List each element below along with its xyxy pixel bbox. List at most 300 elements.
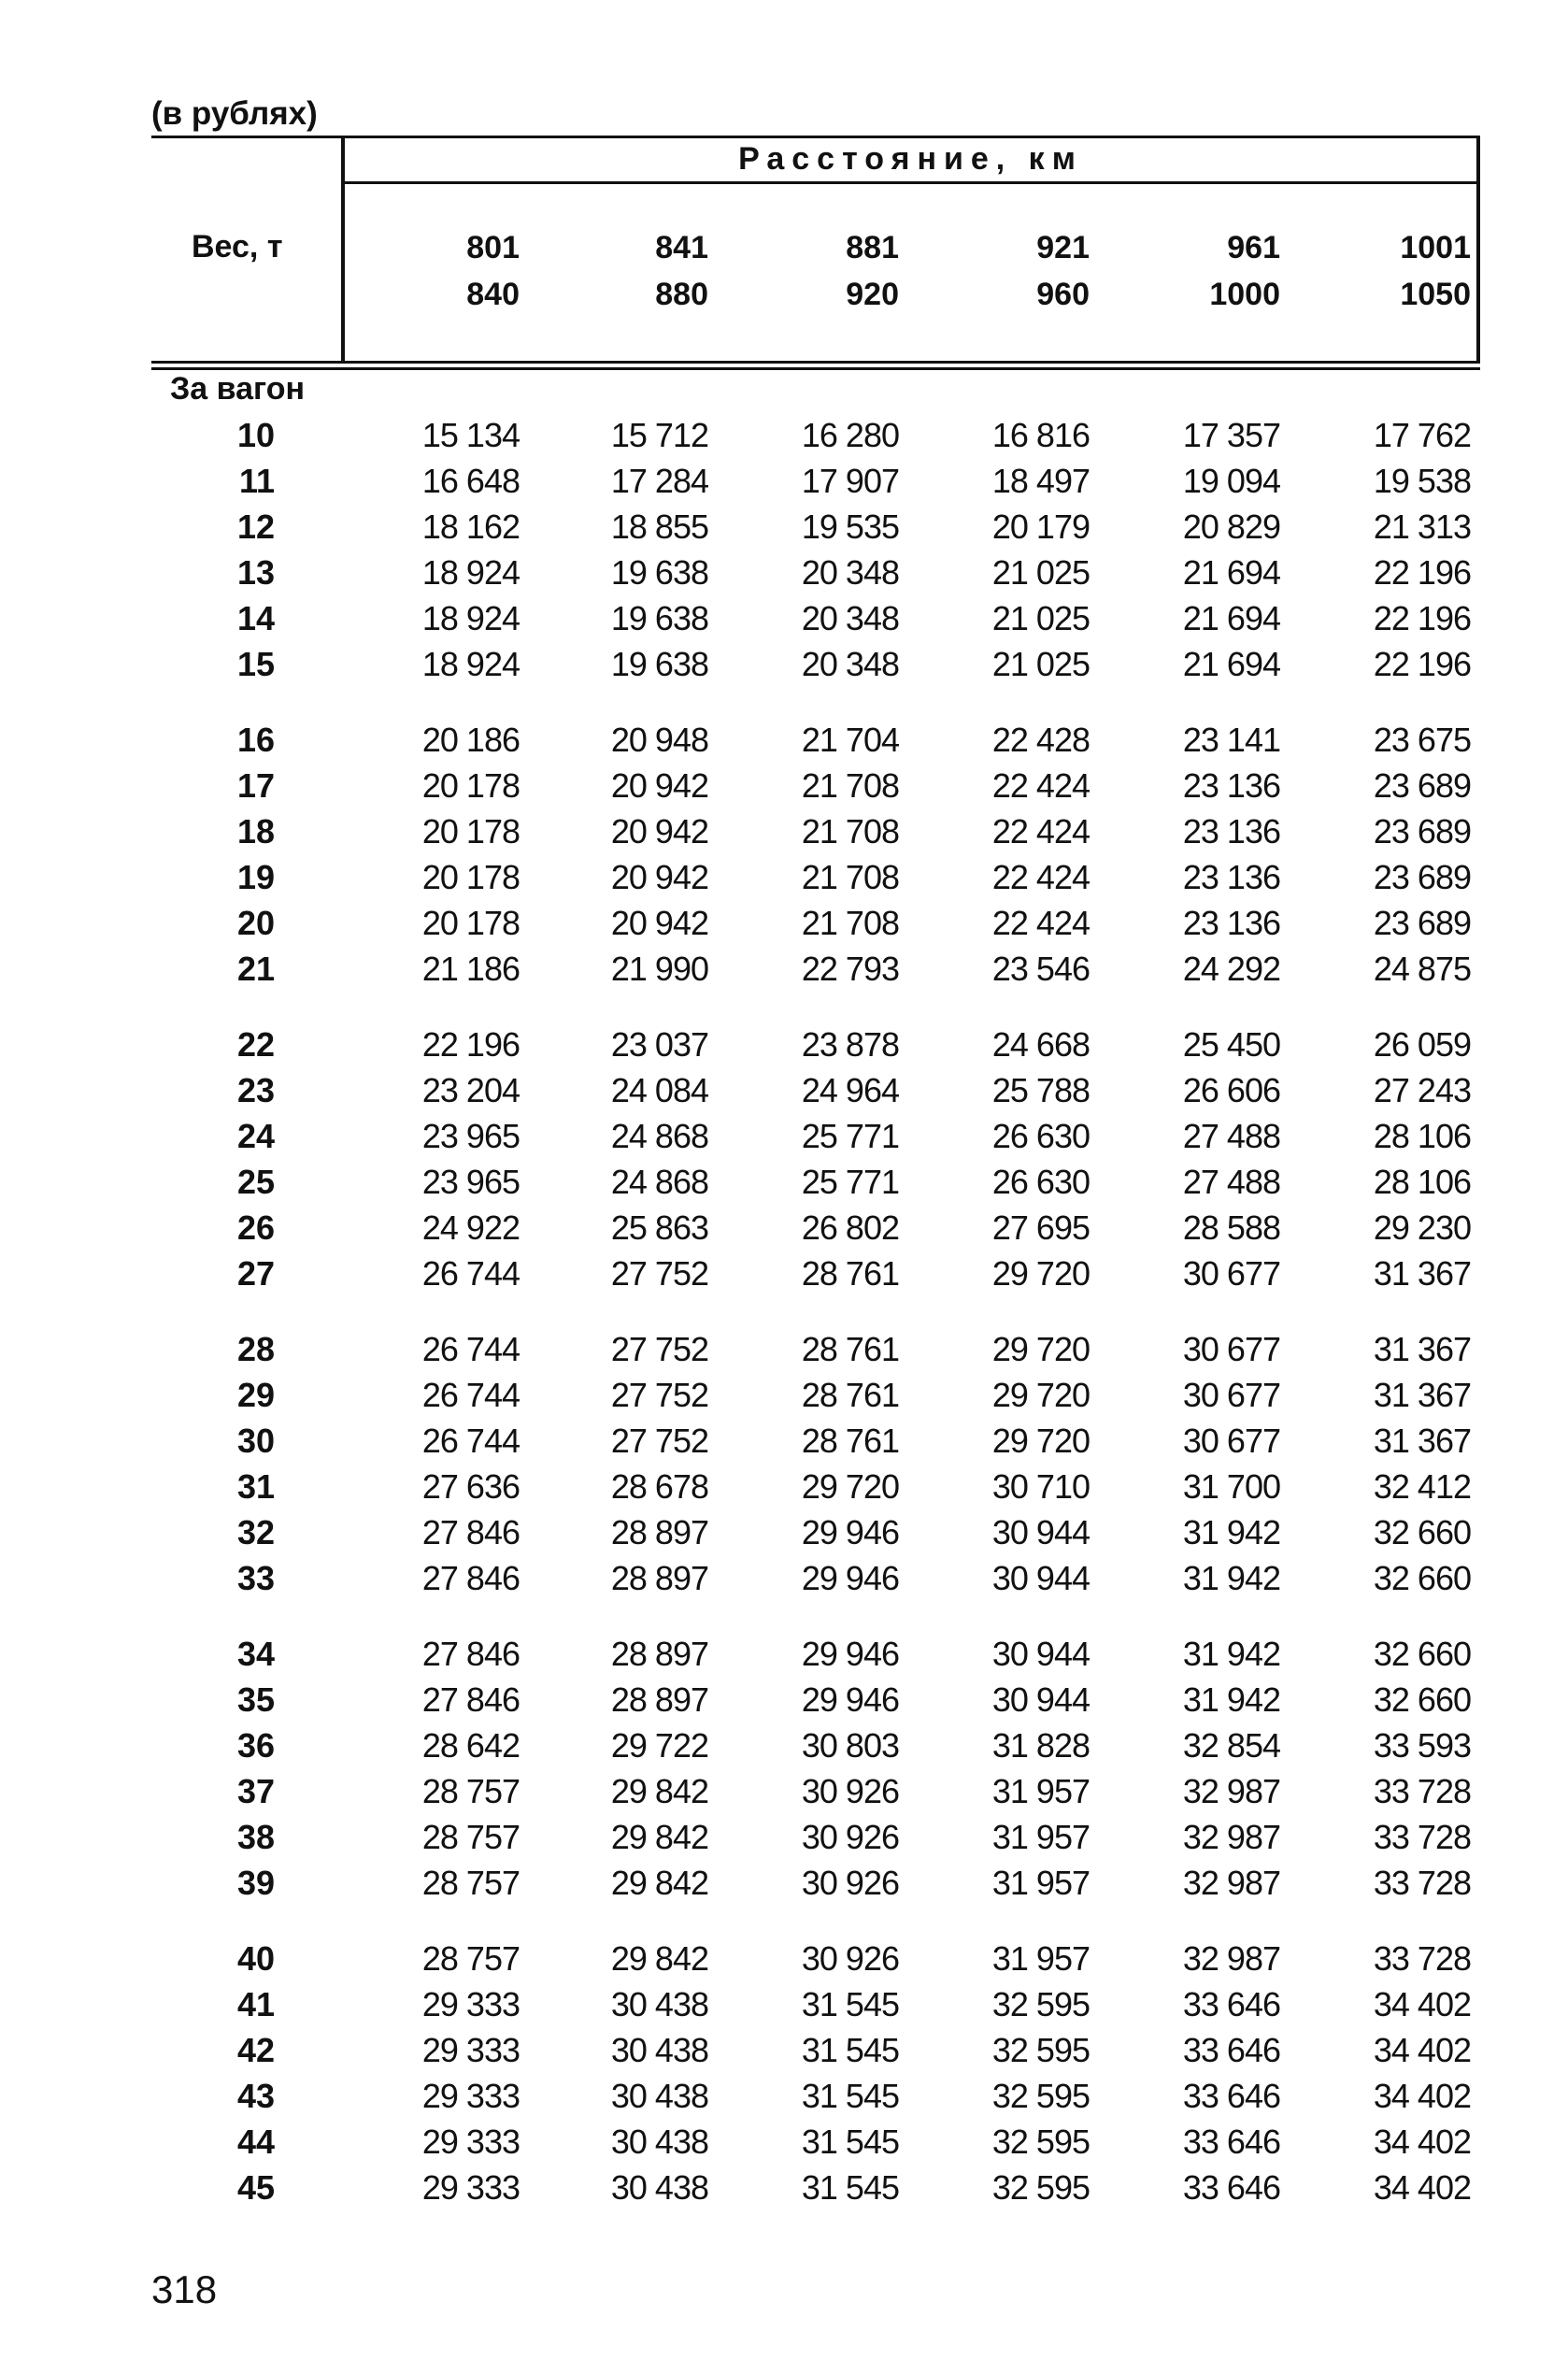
tariff-cell: 21 704 bbox=[801, 721, 899, 759]
tariff-cell: 31 367 bbox=[1373, 1254, 1471, 1293]
tariff-cell: 22 196 bbox=[1373, 599, 1471, 637]
tariff-cell: 32 412 bbox=[1373, 1467, 1471, 1506]
weight-cell: 28 bbox=[236, 1330, 275, 1368]
tariff-cell: 25 771 bbox=[801, 1117, 899, 1155]
weight-cell: 31 bbox=[236, 1467, 275, 1506]
range-from: 921 bbox=[1036, 230, 1090, 265]
tariff-cell: 31 545 bbox=[801, 1985, 899, 2023]
tariff-cell: 21 313 bbox=[1373, 507, 1471, 546]
table-row bbox=[0, 2027, 1568, 2073]
tariff-cell: 21 708 bbox=[801, 812, 899, 851]
tariff-cell: 28 761 bbox=[801, 1254, 899, 1293]
weight-cell: 42 bbox=[236, 2031, 275, 2069]
tariff-cell: 32 987 bbox=[1182, 1772, 1280, 1810]
table-row bbox=[0, 595, 1568, 641]
tariff-cell: 32 595 bbox=[991, 1985, 1090, 2023]
weight-cell: 20 bbox=[236, 904, 275, 942]
weight-cell: 25 bbox=[236, 1163, 275, 1201]
tariff-cell: 29 946 bbox=[801, 1680, 899, 1719]
tariff-cell: 28 106 bbox=[1373, 1117, 1471, 1155]
tariff-cell: 25 450 bbox=[1182, 1025, 1280, 1064]
distance-range-header bbox=[903, 224, 1090, 318]
tariff-cell: 30 438 bbox=[610, 2077, 708, 2115]
tariff-cell: 20 186 bbox=[421, 721, 520, 759]
weight-cell: 40 bbox=[236, 1939, 275, 1978]
table-row bbox=[0, 717, 1568, 763]
range-to: 960 bbox=[1036, 277, 1090, 312]
tariff-cell: 28 761 bbox=[801, 1376, 899, 1414]
table-row bbox=[0, 504, 1568, 550]
weight-cell: 24 bbox=[236, 1117, 275, 1155]
weight-cell: 27 bbox=[236, 1254, 275, 1293]
tariff-cell: 31 828 bbox=[991, 1726, 1090, 1765]
tariff-cell: 29 720 bbox=[991, 1254, 1090, 1293]
tariff-cell: 32 987 bbox=[1182, 1864, 1280, 1902]
tariff-cell: 31 957 bbox=[991, 1939, 1090, 1978]
tariff-cell: 32 595 bbox=[991, 2031, 1090, 2069]
tariff-cell: 31 942 bbox=[1182, 1680, 1280, 1719]
table-row bbox=[0, 458, 1568, 504]
tariff-cell: 30 944 bbox=[991, 1680, 1090, 1719]
tariff-cell: 30 438 bbox=[610, 2031, 708, 2069]
weight-cell: 34 bbox=[236, 1635, 275, 1673]
tariff-cell: 29 333 bbox=[421, 2031, 520, 2069]
weight-cell: 43 bbox=[236, 2077, 275, 2115]
range-to: 880 bbox=[655, 277, 708, 312]
tariff-cell: 34 402 bbox=[1373, 2123, 1471, 2161]
tariff-cell: 33 646 bbox=[1182, 2168, 1280, 2207]
table-row bbox=[0, 854, 1568, 900]
range-from: 801 bbox=[466, 230, 520, 265]
tariff-cell: 28 897 bbox=[610, 1513, 708, 1551]
tariff-cell: 27 752 bbox=[610, 1376, 708, 1414]
tariff-cell: 22 196 bbox=[1373, 553, 1471, 592]
table-row bbox=[0, 1860, 1568, 1906]
weight-cell: 44 bbox=[236, 2123, 275, 2161]
weight-column-header: Вес, т bbox=[192, 229, 283, 264]
tariff-cell: 31 942 bbox=[1182, 1559, 1280, 1597]
tariff-cell: 31 545 bbox=[801, 2031, 899, 2069]
range-from: 961 bbox=[1227, 230, 1280, 265]
tariff-cell: 23 689 bbox=[1373, 858, 1471, 896]
tariff-cell: 26 744 bbox=[421, 1254, 520, 1293]
tariff-cell: 22 196 bbox=[1373, 645, 1471, 683]
table-row bbox=[0, 1372, 1568, 1418]
tariff-cell: 31 957 bbox=[991, 1818, 1090, 1856]
table-row bbox=[0, 2073, 1568, 2119]
weight-cell: 37 bbox=[236, 1772, 275, 1810]
table-row bbox=[0, 2165, 1568, 2210]
tariff-cell: 23 689 bbox=[1373, 904, 1471, 942]
tariff-cell: 30 438 bbox=[610, 2123, 708, 2161]
table-row bbox=[0, 1936, 1568, 1981]
tariff-cell: 20 348 bbox=[801, 553, 899, 592]
tariff-cell: 18 924 bbox=[421, 599, 520, 637]
tariff-cell: 32 595 bbox=[991, 2077, 1090, 2115]
tariff-cell: 22 428 bbox=[991, 721, 1090, 759]
tariff-cell: 33 728 bbox=[1373, 1772, 1471, 1810]
tariff-cell: 28 897 bbox=[610, 1559, 708, 1597]
table-row bbox=[0, 1326, 1568, 1372]
tariff-cell: 26 744 bbox=[421, 1422, 520, 1460]
tariff-cell: 32 987 bbox=[1182, 1818, 1280, 1856]
tariff-cell: 29 333 bbox=[421, 1985, 520, 2023]
tariff-cell: 27 488 bbox=[1182, 1117, 1280, 1155]
tariff-cell: 16 816 bbox=[991, 416, 1090, 454]
tariff-cell: 17 357 bbox=[1182, 416, 1280, 454]
distance-range-header bbox=[1284, 224, 1471, 318]
tariff-cell: 29 720 bbox=[991, 1376, 1090, 1414]
weight-cell: 16 bbox=[236, 721, 275, 759]
table-row bbox=[0, 1113, 1568, 1159]
tariff-cell: 23 965 bbox=[421, 1163, 520, 1201]
distance-range-header bbox=[333, 224, 520, 318]
tariff-cell: 24 875 bbox=[1373, 950, 1471, 988]
tariff-cell: 18 855 bbox=[610, 507, 708, 546]
range-from: 881 bbox=[846, 230, 899, 265]
tariff-cell: 34 402 bbox=[1373, 1985, 1471, 2023]
distance-title: Расстояние, км bbox=[738, 141, 1083, 177]
weight-cell: 22 bbox=[236, 1025, 275, 1064]
tariff-cell: 15 134 bbox=[421, 416, 520, 454]
tariff-cell: 30 438 bbox=[610, 2168, 708, 2207]
tariff-cell: 20 942 bbox=[610, 858, 708, 896]
tariff-cell: 18 497 bbox=[991, 462, 1090, 500]
tariff-cell: 22 424 bbox=[991, 812, 1090, 851]
tariff-cell: 28 588 bbox=[1182, 1208, 1280, 1247]
tariff-cell: 33 646 bbox=[1182, 1985, 1280, 2023]
tariff-cell: 29 720 bbox=[991, 1330, 1090, 1368]
tariff-cell: 26 606 bbox=[1182, 1071, 1280, 1109]
tariff-cell: 34 402 bbox=[1373, 2077, 1471, 2115]
tariff-cell: 32 660 bbox=[1373, 1635, 1471, 1673]
tariff-cell: 20 948 bbox=[610, 721, 708, 759]
tariff-cell: 23 546 bbox=[991, 950, 1090, 988]
tariff-cell: 33 728 bbox=[1373, 1939, 1471, 1978]
tariff-cell: 30 926 bbox=[801, 1939, 899, 1978]
tariff-cell: 28 757 bbox=[421, 1864, 520, 1902]
tariff-cell: 23 675 bbox=[1373, 721, 1471, 759]
table-row bbox=[0, 2119, 1568, 2165]
distance-range-header bbox=[1093, 224, 1280, 318]
tariff-cell: 21 025 bbox=[991, 599, 1090, 637]
weight-cell: 15 bbox=[236, 645, 275, 683]
tariff-cell: 29 842 bbox=[610, 1772, 708, 1810]
tariff-cell: 19 538 bbox=[1373, 462, 1471, 500]
tariff-cell: 24 922 bbox=[421, 1208, 520, 1247]
table-row bbox=[0, 808, 1568, 854]
tariff-cell: 20 178 bbox=[421, 812, 520, 851]
tariff-cell: 22 196 bbox=[421, 1025, 520, 1064]
tariff-cell: 21 186 bbox=[421, 950, 520, 988]
weight-cell: 13 bbox=[236, 553, 275, 592]
per-wagon-label: За вагон bbox=[170, 371, 306, 407]
table-row bbox=[0, 946, 1568, 992]
weight-cell: 45 bbox=[236, 2168, 275, 2207]
tariff-cell: 31 545 bbox=[801, 2077, 899, 2115]
weight-cell: 11 bbox=[238, 462, 275, 500]
tariff-cell: 31 957 bbox=[991, 1864, 1090, 1902]
tariff-cell: 19 638 bbox=[610, 553, 708, 592]
tariff-cell: 31 367 bbox=[1373, 1422, 1471, 1460]
table-row bbox=[0, 1205, 1568, 1251]
tariff-cell: 30 677 bbox=[1182, 1330, 1280, 1368]
table-row bbox=[0, 641, 1568, 687]
table-row bbox=[0, 550, 1568, 595]
tariff-cell: 23 689 bbox=[1373, 766, 1471, 805]
weight-cell: 12 bbox=[236, 507, 275, 546]
tariff-cell: 27 752 bbox=[610, 1422, 708, 1460]
tariff-cell: 24 964 bbox=[801, 1071, 899, 1109]
range-from: 1001 bbox=[1400, 230, 1471, 265]
tariff-cell: 29 720 bbox=[991, 1422, 1090, 1460]
tariff-cell: 25 771 bbox=[801, 1163, 899, 1201]
tariff-cell: 27 695 bbox=[991, 1208, 1090, 1247]
weight-cell: 10 bbox=[236, 416, 275, 454]
tariff-cell: 31 545 bbox=[801, 2123, 899, 2161]
weight-cell: 36 bbox=[236, 1726, 275, 1765]
tariff-cell: 24 868 bbox=[610, 1163, 708, 1201]
table-row bbox=[0, 1555, 1568, 1601]
range-to: 840 bbox=[466, 277, 520, 312]
tariff-cell: 28 897 bbox=[610, 1680, 708, 1719]
tariff-cell: 29 946 bbox=[801, 1635, 899, 1673]
tariff-cell: 21 694 bbox=[1182, 645, 1280, 683]
tariff-cell: 30 677 bbox=[1182, 1422, 1280, 1460]
weight-cell: 26 bbox=[236, 1208, 275, 1247]
tariff-cell: 29 333 bbox=[421, 2123, 520, 2161]
tariff-cell: 20 942 bbox=[610, 904, 708, 942]
units-note: (в рублях) bbox=[151, 95, 318, 132]
table-row bbox=[0, 1631, 1568, 1677]
tariff-cell: 30 944 bbox=[991, 1559, 1090, 1597]
tariff-cell: 27 752 bbox=[610, 1254, 708, 1293]
table-row bbox=[0, 763, 1568, 808]
tariff-cell: 23 141 bbox=[1182, 721, 1280, 759]
tariff-cell: 27 243 bbox=[1373, 1071, 1471, 1109]
tariff-cell: 21 025 bbox=[991, 645, 1090, 683]
weight-cell: 14 bbox=[236, 599, 275, 637]
table-row bbox=[0, 412, 1568, 458]
tariff-cell: 29 333 bbox=[421, 2077, 520, 2115]
tariff-cell: 26 059 bbox=[1373, 1025, 1471, 1064]
tariff-cell: 28 757 bbox=[421, 1818, 520, 1856]
tariff-cell: 32 660 bbox=[1373, 1513, 1471, 1551]
tariff-cell: 28 761 bbox=[801, 1330, 899, 1368]
tariff-cell: 25 788 bbox=[991, 1071, 1090, 1109]
table-row bbox=[0, 1418, 1568, 1464]
table-row bbox=[0, 1723, 1568, 1768]
weight-cell: 19 bbox=[236, 858, 275, 896]
tariff-cell: 26 744 bbox=[421, 1376, 520, 1414]
tariff-cell: 29 230 bbox=[1373, 1208, 1471, 1247]
tariff-cell: 22 424 bbox=[991, 904, 1090, 942]
tariff-cell: 31 367 bbox=[1373, 1376, 1471, 1414]
tariff-cell: 29 722 bbox=[610, 1726, 708, 1765]
tariff-cell: 32 987 bbox=[1182, 1939, 1280, 1978]
tariff-cell: 33 728 bbox=[1373, 1818, 1471, 1856]
tariff-cell: 22 793 bbox=[801, 950, 899, 988]
tariff-cell: 24 868 bbox=[610, 1117, 708, 1155]
tariff-cell: 20 178 bbox=[421, 904, 520, 942]
tariff-cell: 19 638 bbox=[610, 645, 708, 683]
table-row bbox=[0, 1814, 1568, 1860]
weight-cell: 30 bbox=[236, 1422, 275, 1460]
tariff-cell: 30 677 bbox=[1182, 1254, 1280, 1293]
tariff-cell: 28 642 bbox=[421, 1726, 520, 1765]
weight-cell: 18 bbox=[236, 812, 275, 851]
tariff-cell: 17 284 bbox=[610, 462, 708, 500]
tariff-cell: 30 944 bbox=[991, 1513, 1090, 1551]
table-row bbox=[0, 1067, 1568, 1113]
tariff-cell: 28 757 bbox=[421, 1939, 520, 1978]
tariff-cell: 32 854 bbox=[1182, 1726, 1280, 1765]
weight-cell: 33 bbox=[236, 1559, 275, 1597]
tariff-cell: 31 545 bbox=[801, 2168, 899, 2207]
table-row bbox=[0, 1981, 1568, 2027]
tariff-cell: 21 025 bbox=[991, 553, 1090, 592]
tariff-cell: 20 179 bbox=[991, 507, 1090, 546]
weight-cell: 35 bbox=[236, 1680, 275, 1719]
tariff-cell: 27 846 bbox=[421, 1680, 520, 1719]
tariff-cell: 15 712 bbox=[610, 416, 708, 454]
distance-range-header bbox=[521, 224, 708, 318]
table-row bbox=[0, 1464, 1568, 1509]
tariff-cell: 33 646 bbox=[1182, 2031, 1280, 2069]
tariff-cell: 20 178 bbox=[421, 858, 520, 896]
tariff-cell: 21 694 bbox=[1182, 553, 1280, 592]
tariff-cell: 23 136 bbox=[1182, 812, 1280, 851]
tariff-cell: 32 660 bbox=[1373, 1559, 1471, 1597]
tariff-cell: 17 762 bbox=[1373, 416, 1471, 454]
table-row bbox=[0, 1677, 1568, 1723]
weight-cell: 32 bbox=[236, 1513, 275, 1551]
tariff-cell: 23 204 bbox=[421, 1071, 520, 1109]
range-to: 920 bbox=[846, 277, 899, 312]
tariff-cell: 19 094 bbox=[1182, 462, 1280, 500]
tariff-cell: 28 761 bbox=[801, 1422, 899, 1460]
weight-cell: 17 bbox=[236, 766, 275, 805]
tariff-cell: 27 846 bbox=[421, 1559, 520, 1597]
table-row bbox=[0, 1509, 1568, 1555]
distance-title-rule bbox=[341, 181, 1480, 184]
tariff-cell: 18 924 bbox=[421, 645, 520, 683]
tariff-cell: 22 424 bbox=[991, 766, 1090, 805]
table-row bbox=[0, 1768, 1568, 1814]
tariff-cell: 32 660 bbox=[1373, 1680, 1471, 1719]
tariff-cell: 31 367 bbox=[1373, 1330, 1471, 1368]
tariff-cell: 31 942 bbox=[1182, 1513, 1280, 1551]
range-to: 1050 bbox=[1400, 277, 1471, 312]
tariff-cell: 21 708 bbox=[801, 858, 899, 896]
tariff-cell: 23 136 bbox=[1182, 904, 1280, 942]
weight-cell: 38 bbox=[236, 1818, 275, 1856]
tariff-cell: 27 636 bbox=[421, 1467, 520, 1506]
tariff-cell: 24 292 bbox=[1182, 950, 1280, 988]
table-row bbox=[0, 900, 1568, 946]
tariff-cell: 25 863 bbox=[610, 1208, 708, 1247]
tariff-cell: 26 744 bbox=[421, 1330, 520, 1368]
table-row bbox=[0, 1159, 1568, 1205]
tariff-cell: 31 700 bbox=[1182, 1467, 1280, 1506]
tariff-cell: 17 907 bbox=[801, 462, 899, 500]
tariff-cell: 20 178 bbox=[421, 766, 520, 805]
tariff-cell: 30 926 bbox=[801, 1818, 899, 1856]
tariff-cell: 23 136 bbox=[1182, 766, 1280, 805]
tariff-cell: 28 757 bbox=[421, 1772, 520, 1810]
tariff-cell: 32 595 bbox=[991, 2168, 1090, 2207]
tariff-cell: 27 752 bbox=[610, 1330, 708, 1368]
range-to: 1000 bbox=[1209, 277, 1280, 312]
tariff-cell: 31 957 bbox=[991, 1772, 1090, 1810]
tariff-cell: 27 488 bbox=[1182, 1163, 1280, 1201]
tariff-cell: 27 846 bbox=[421, 1513, 520, 1551]
tariff-cell: 20 348 bbox=[801, 599, 899, 637]
tariff-cell: 19 638 bbox=[610, 599, 708, 637]
tariff-cell: 33 646 bbox=[1182, 2077, 1280, 2115]
tariff-cell: 18 924 bbox=[421, 553, 520, 592]
tariff-cell: 23 136 bbox=[1182, 858, 1280, 896]
table-row bbox=[0, 1022, 1568, 1067]
tariff-cell: 21 694 bbox=[1182, 599, 1280, 637]
tariff-cell: 20 942 bbox=[610, 766, 708, 805]
tariff-cell: 20 942 bbox=[610, 812, 708, 851]
tariff-cell: 30 926 bbox=[801, 1864, 899, 1902]
tariff-cell: 29 333 bbox=[421, 2168, 520, 2207]
tariff-cell: 29 720 bbox=[801, 1467, 899, 1506]
tariff-cell: 30 944 bbox=[991, 1635, 1090, 1673]
tariff-cell: 33 593 bbox=[1373, 1726, 1471, 1765]
tariff-cell: 27 846 bbox=[421, 1635, 520, 1673]
tariff-cell: 23 878 bbox=[801, 1025, 899, 1064]
weight-cell: 29 bbox=[236, 1376, 275, 1414]
tariff-cell: 30 438 bbox=[610, 1985, 708, 2023]
tariff-cell: 22 424 bbox=[991, 858, 1090, 896]
weight-cell: 41 bbox=[236, 1985, 275, 2023]
range-from: 841 bbox=[655, 230, 708, 265]
tariff-cell: 23 689 bbox=[1373, 812, 1471, 851]
tariff-cell: 26 630 bbox=[991, 1163, 1090, 1201]
tariff-cell: 21 990 bbox=[610, 950, 708, 988]
weight-cell: 21 bbox=[236, 950, 275, 988]
tariff-cell: 20 829 bbox=[1182, 507, 1280, 546]
weight-cell: 23 bbox=[236, 1071, 275, 1109]
tariff-cell: 28 897 bbox=[610, 1635, 708, 1673]
tariff-cell: 16 280 bbox=[801, 416, 899, 454]
tariff-cell: 23 965 bbox=[421, 1117, 520, 1155]
tariff-cell: 24 668 bbox=[991, 1025, 1090, 1064]
tariff-cell: 24 084 bbox=[610, 1071, 708, 1109]
tariff-cell: 28 106 bbox=[1373, 1163, 1471, 1201]
tariff-cell: 30 803 bbox=[801, 1726, 899, 1765]
tariff-cell: 26 630 bbox=[991, 1117, 1090, 1155]
tariff-cell: 34 402 bbox=[1373, 2168, 1471, 2207]
tariff-cell: 29 842 bbox=[610, 1939, 708, 1978]
tariff-cell: 26 802 bbox=[801, 1208, 899, 1247]
table-row bbox=[0, 1251, 1568, 1296]
tariff-cell: 29 842 bbox=[610, 1818, 708, 1856]
tariff-cell: 32 595 bbox=[991, 2123, 1090, 2161]
tariff-cell: 33 646 bbox=[1182, 2123, 1280, 2161]
tariff-cell: 19 535 bbox=[801, 507, 899, 546]
header-bottom-rule-double bbox=[151, 367, 1480, 370]
page-number: 318 bbox=[151, 2267, 218, 2311]
tariff-cell: 30 926 bbox=[801, 1772, 899, 1810]
tariff-cell: 31 942 bbox=[1182, 1635, 1280, 1673]
tariff-cell: 20 348 bbox=[801, 645, 899, 683]
distance-range-header bbox=[712, 224, 899, 318]
tariff-cell: 33 728 bbox=[1373, 1864, 1471, 1902]
